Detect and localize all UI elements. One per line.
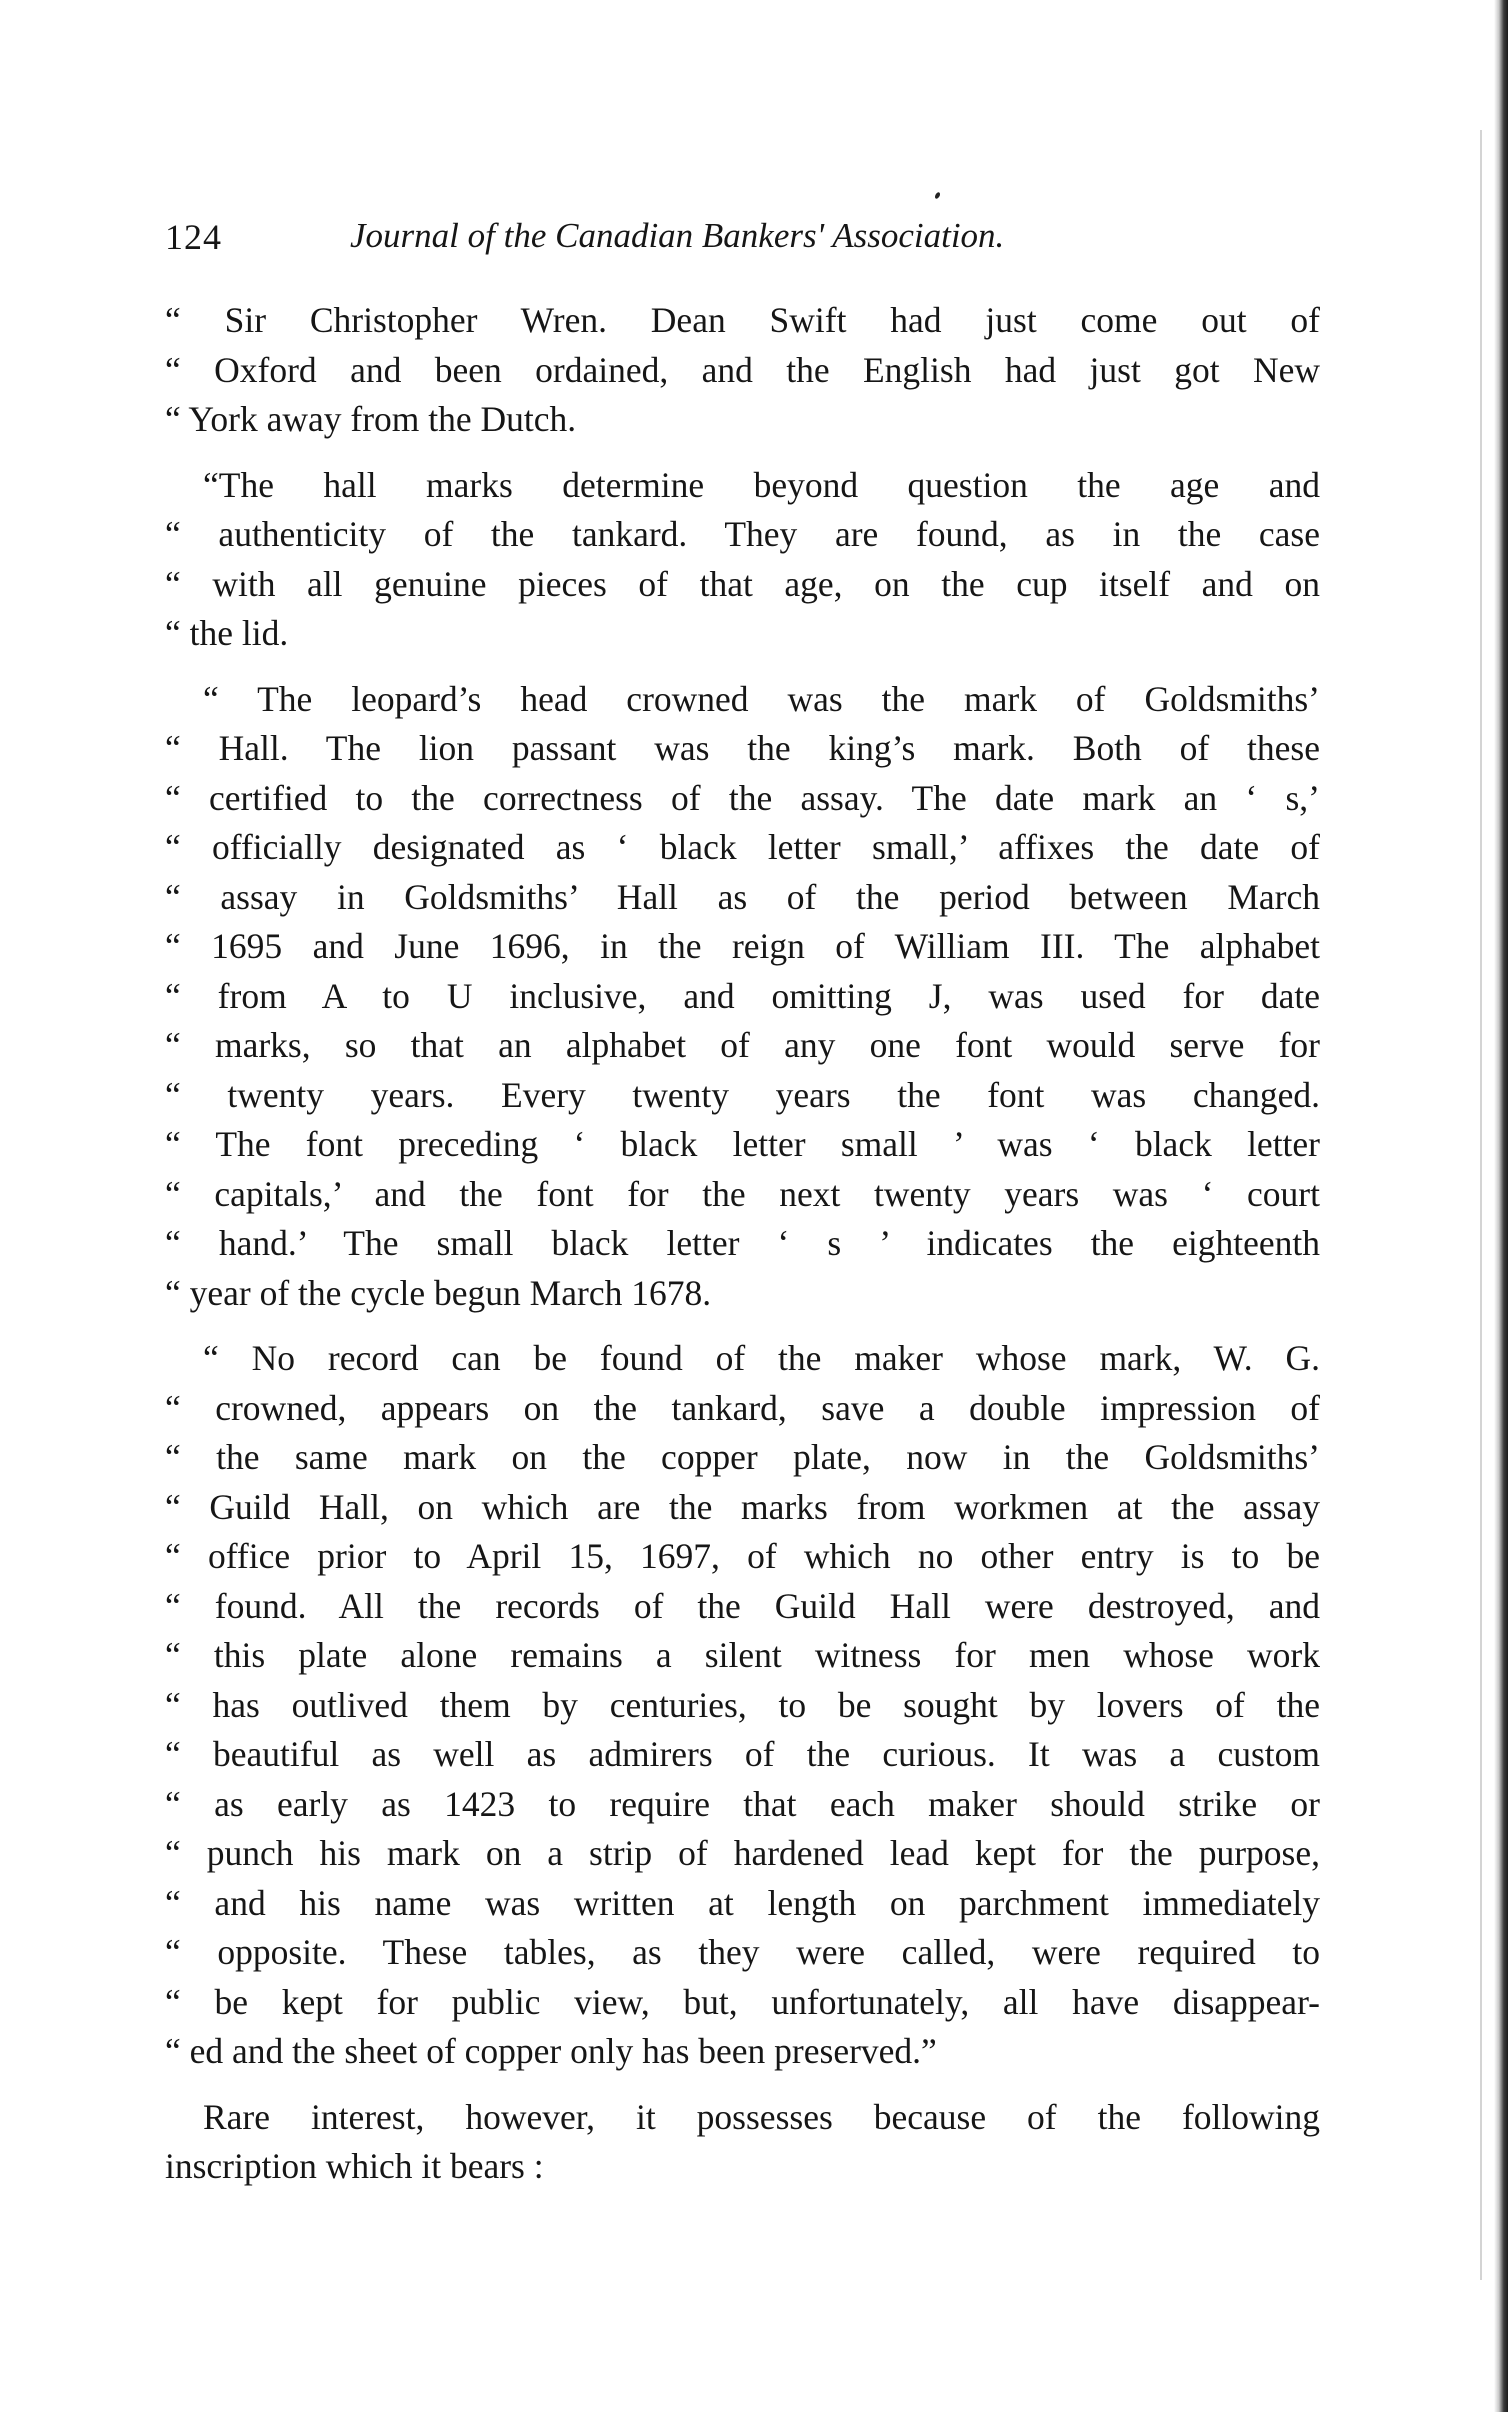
text-line: “ has outlived them by centuries, to be sought by lovers of the xyxy=(165,1684,1320,1725)
text-line: “ authenticity of the tankard. They are found, as in the case xyxy=(165,514,1320,554)
page-header xyxy=(165,216,1320,276)
text-line: “ as early as 1423 to require that each maker should strike or xyxy=(165,1783,1320,1824)
text-line: “ assay in Goldsmiths’ Hall as of the period between March xyxy=(165,876,1320,917)
text-line: “ York away from the Dutch. xyxy=(165,399,577,439)
paragraph-2 xyxy=(165,461,1320,659)
text-line: “ be kept for public view, but, unfortunately, all have disappear- xyxy=(165,1981,1320,2022)
ink-speck xyxy=(934,191,941,199)
text-line: “ punch his mark on a strip of hardened lead kept for the purpose, xyxy=(165,1833,1320,1873)
text-line: “ Sir Christopher Wren. Dean Swift had just come out of xyxy=(165,300,1320,340)
text-line: “ beautiful as well as admirers of the curious. It was a custom xyxy=(165,1734,1320,1774)
text-line: “ certified to the correctness of the assay. The date mark an ‘ s,’ xyxy=(165,777,1320,818)
text-line: “ 1695 and June 1696, in the reign of William III. The alphabet xyxy=(165,926,1320,966)
page-edge-line xyxy=(1480,130,1482,2280)
text-line: “ opposite. These tables, as they were called, were required to xyxy=(165,1932,1320,1972)
paragraph-1 xyxy=(165,296,1320,445)
page-number: 124 xyxy=(165,217,222,257)
text-line: “ this plate alone remains a silent witness for men whose work xyxy=(165,1635,1320,1675)
paragraph-4 xyxy=(165,1334,1320,2077)
text-line: “ capitals,’ and the font for the next twenty years was ‘ court xyxy=(165,1173,1320,1214)
body-text xyxy=(165,296,1320,2208)
text-line: “ hand.’ The small black letter ‘ s ’ indicates the eighteenth xyxy=(165,1223,1320,1263)
text-line: “ marks, so that an alphabet of any one font would serve for xyxy=(165,1025,1320,1065)
text-line: “ ed and the sheet of copper only has been preserved.” xyxy=(165,2031,937,2071)
text-line: “ office prior to April 15, 1697, of which no other entry is to be xyxy=(165,1536,1320,1576)
text-line: Rare interest, however, it possesses because of the following xyxy=(203,2096,1320,2137)
text-line: “ the lid. xyxy=(165,613,289,653)
paragraph-5 xyxy=(165,2093,1320,2192)
text-line: “ from A to U inclusive, and omitting J, was used for date xyxy=(165,975,1320,1016)
text-line: “ year of the cycle begun March 1678. xyxy=(165,1272,712,1313)
text-line: “ with all genuine pieces of that age, on the cup itself and on xyxy=(165,563,1320,604)
text-line: “The hall marks determine beyond question the age and xyxy=(203,464,1320,505)
text-line: “ Oxford and been ordained, and the English had just got New xyxy=(165,349,1320,390)
paragraph-3 xyxy=(165,675,1320,1319)
text-line: “ found. All the records of the Guild Hall were destroyed, and xyxy=(165,1585,1320,1626)
text-line: “ twenty years. Every twenty years the font was changed. xyxy=(165,1074,1320,1115)
text-line: “ the same mark on the copper plate, now in the Goldsmiths’ xyxy=(165,1437,1320,1477)
text-line: inscription which it bears : xyxy=(165,2146,544,2186)
running-title: Journal of the Canadian Bankers' Association. xyxy=(350,216,1005,255)
text-line: “ and his name was written at length on parchment immediately xyxy=(165,1882,1320,1923)
binding-shadow xyxy=(1494,0,1508,2412)
text-line: “ The leopard’s head crowned was the mark of Goldsmiths’ xyxy=(203,678,1320,719)
text-line: “ crowned, appears on the tankard, save a double impression of xyxy=(165,1387,1320,1428)
text-line: “ Guild Hall, on which are the marks from workmen at the assay xyxy=(165,1486,1320,1527)
text-line: “ No record can be found of the maker whose mark, W. G. xyxy=(203,1338,1320,1378)
text-line: “ Hall. The lion passant was the king’s mark. Both of these xyxy=(165,728,1320,768)
text-line: “ The font preceding ‘ black letter small ’ was ‘ black letter xyxy=(165,1124,1320,1164)
text-line: “ officially designated as ‘ black letter small,’ affixes the date of xyxy=(165,827,1320,867)
